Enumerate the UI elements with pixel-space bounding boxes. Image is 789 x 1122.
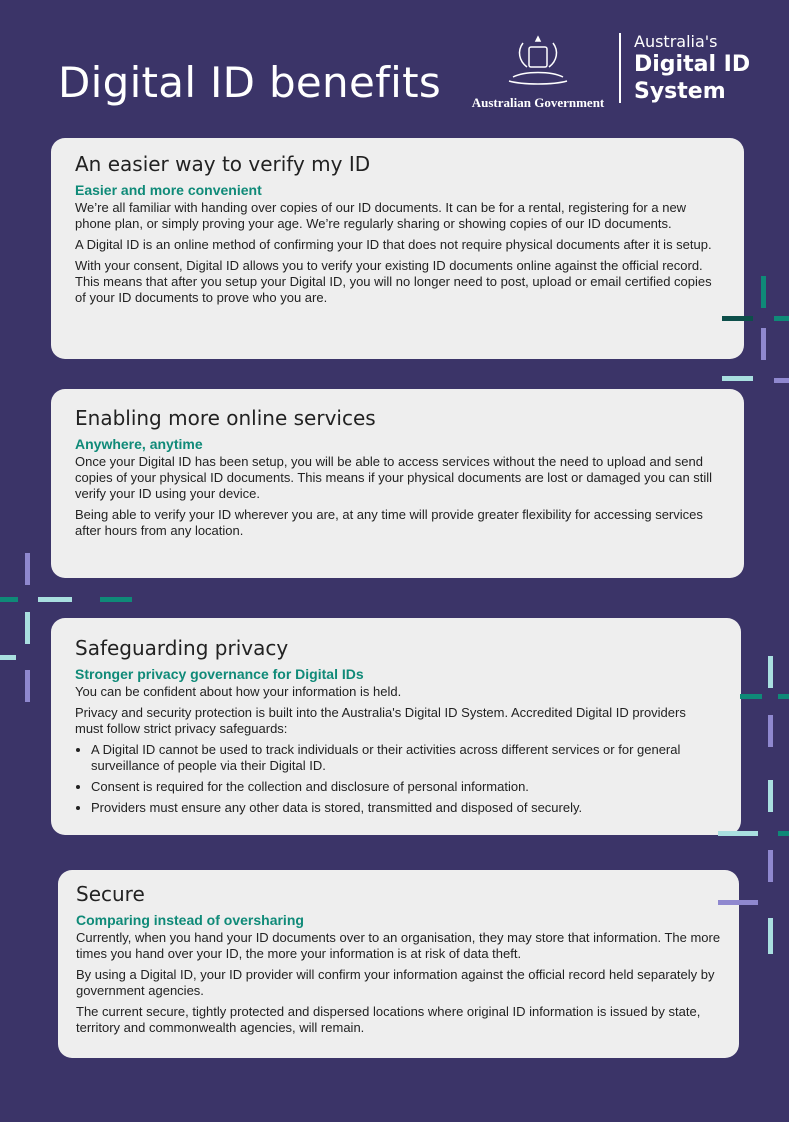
decorative-dash bbox=[768, 715, 773, 747]
decorative-dash bbox=[778, 694, 789, 699]
list-item: • Providers must ensure any other data is stored, transmitted and disposed of securely. bbox=[91, 800, 717, 816]
section-heading: Enabling more online services bbox=[75, 406, 376, 430]
paragraph: We’re all familiar with handing over copies of our ID documents. It can be for a rental, registering for a new phone plan, or simply proving your age. We’re regularly sharing or showing copies of our ID documents. bbox=[75, 200, 687, 231]
section-card-online-services bbox=[51, 389, 744, 578]
decorative-dash bbox=[774, 316, 789, 321]
digital-id-system-logo bbox=[634, 32, 750, 105]
section-subheading: Easier and more convenient bbox=[75, 182, 262, 198]
decorative-dash bbox=[740, 694, 762, 699]
paragraph: You can be confident about how your information is held. bbox=[75, 684, 402, 699]
section-card-privacy bbox=[51, 618, 741, 835]
safeguards-list bbox=[75, 742, 717, 816]
decorative-dash bbox=[761, 276, 766, 308]
decorative-dash bbox=[768, 780, 773, 812]
page-title: Digital ID benefits bbox=[58, 58, 442, 107]
section-subheading: Stronger privacy governance for Digital IDs bbox=[75, 666, 364, 682]
decorative-dash bbox=[722, 316, 753, 321]
paragraph: Privacy and security protection is built into the Australia's Digital ID System. Accredited Digital ID providers must follow strict privacy safeguards: bbox=[75, 705, 686, 736]
paragraph: A Digital ID is an online method of confirming your ID that does not require physical documents after it is setup. bbox=[75, 237, 712, 252]
section-heading: Secure bbox=[76, 882, 145, 906]
section-heading: Safeguarding privacy bbox=[75, 636, 289, 660]
list-item: • A Digital ID cannot be used to track individuals or their activities across different services or for general surveillance of people via their Digital ID. bbox=[91, 742, 717, 774]
logo-line-2: Digital ID bbox=[634, 52, 751, 77]
decorative-dash bbox=[100, 597, 132, 602]
decorative-dash bbox=[761, 328, 766, 360]
decorative-dash bbox=[722, 376, 753, 381]
logo-line-1: Australia's bbox=[634, 32, 718, 51]
decorative-dash bbox=[768, 850, 773, 882]
paragraph: The current secure, tightly protected and dispersed locations where original ID information is issued by state, territory and commonwealth agencies, will remain. bbox=[76, 1004, 701, 1035]
coat-of-arms-icon bbox=[503, 33, 573, 89]
decorative-dash bbox=[25, 553, 30, 585]
paragraph: By using a Digital ID, your ID provider will confirm your information against the official record held separately by government agencies. bbox=[76, 967, 715, 998]
logo-divider bbox=[619, 33, 621, 103]
list-item: • Consent is required for the collection and disclosure of personal information. bbox=[91, 779, 717, 795]
paragraph: Being able to verify your ID wherever you are, at any time will provide greater flexibility for accessing services after hours from any location. bbox=[75, 507, 703, 538]
decorative-dash bbox=[25, 670, 30, 702]
section-card-secure bbox=[58, 870, 739, 1058]
decorative-dash bbox=[0, 597, 18, 602]
section-heading: An easier way to verify my ID bbox=[75, 152, 371, 176]
decorative-dash bbox=[38, 597, 72, 602]
australian-government-logo bbox=[470, 33, 606, 111]
paragraph: Once your Digital ID has been setup, you will be able to access services without the need to upload and send copies of your physical ID documents. This means if your physical documents are lost or damaged you can still verify your ID using your device. bbox=[75, 454, 713, 501]
logo-line-3: System bbox=[634, 79, 726, 104]
decorative-dash bbox=[25, 612, 30, 644]
decorative-dash bbox=[0, 655, 16, 660]
section-subheading: Comparing instead of oversharing bbox=[76, 912, 304, 928]
decorative-dash bbox=[718, 900, 758, 905]
section-subheading: Anywhere, anytime bbox=[75, 436, 203, 452]
paragraph: With your consent, Digital ID allows you to verify your existing ID documents online against the official record. This means that after you setup your Digital ID, you will no longer need to post, upload or email certified copies of your ID documents to prove who you are. bbox=[75, 258, 712, 305]
government-label: Australian Government bbox=[471, 95, 605, 110]
decorative-dash bbox=[778, 831, 789, 836]
section-card-easier bbox=[51, 138, 744, 359]
decorative-dash bbox=[768, 918, 773, 954]
decorative-dash bbox=[718, 831, 758, 836]
decorative-dash bbox=[774, 378, 789, 383]
paragraph: Currently, when you hand your ID documents over to an organisation, they may store that information. The more times you hand over your ID, the more your information is at risk of data theft. bbox=[76, 930, 721, 961]
decorative-dash bbox=[768, 656, 773, 688]
